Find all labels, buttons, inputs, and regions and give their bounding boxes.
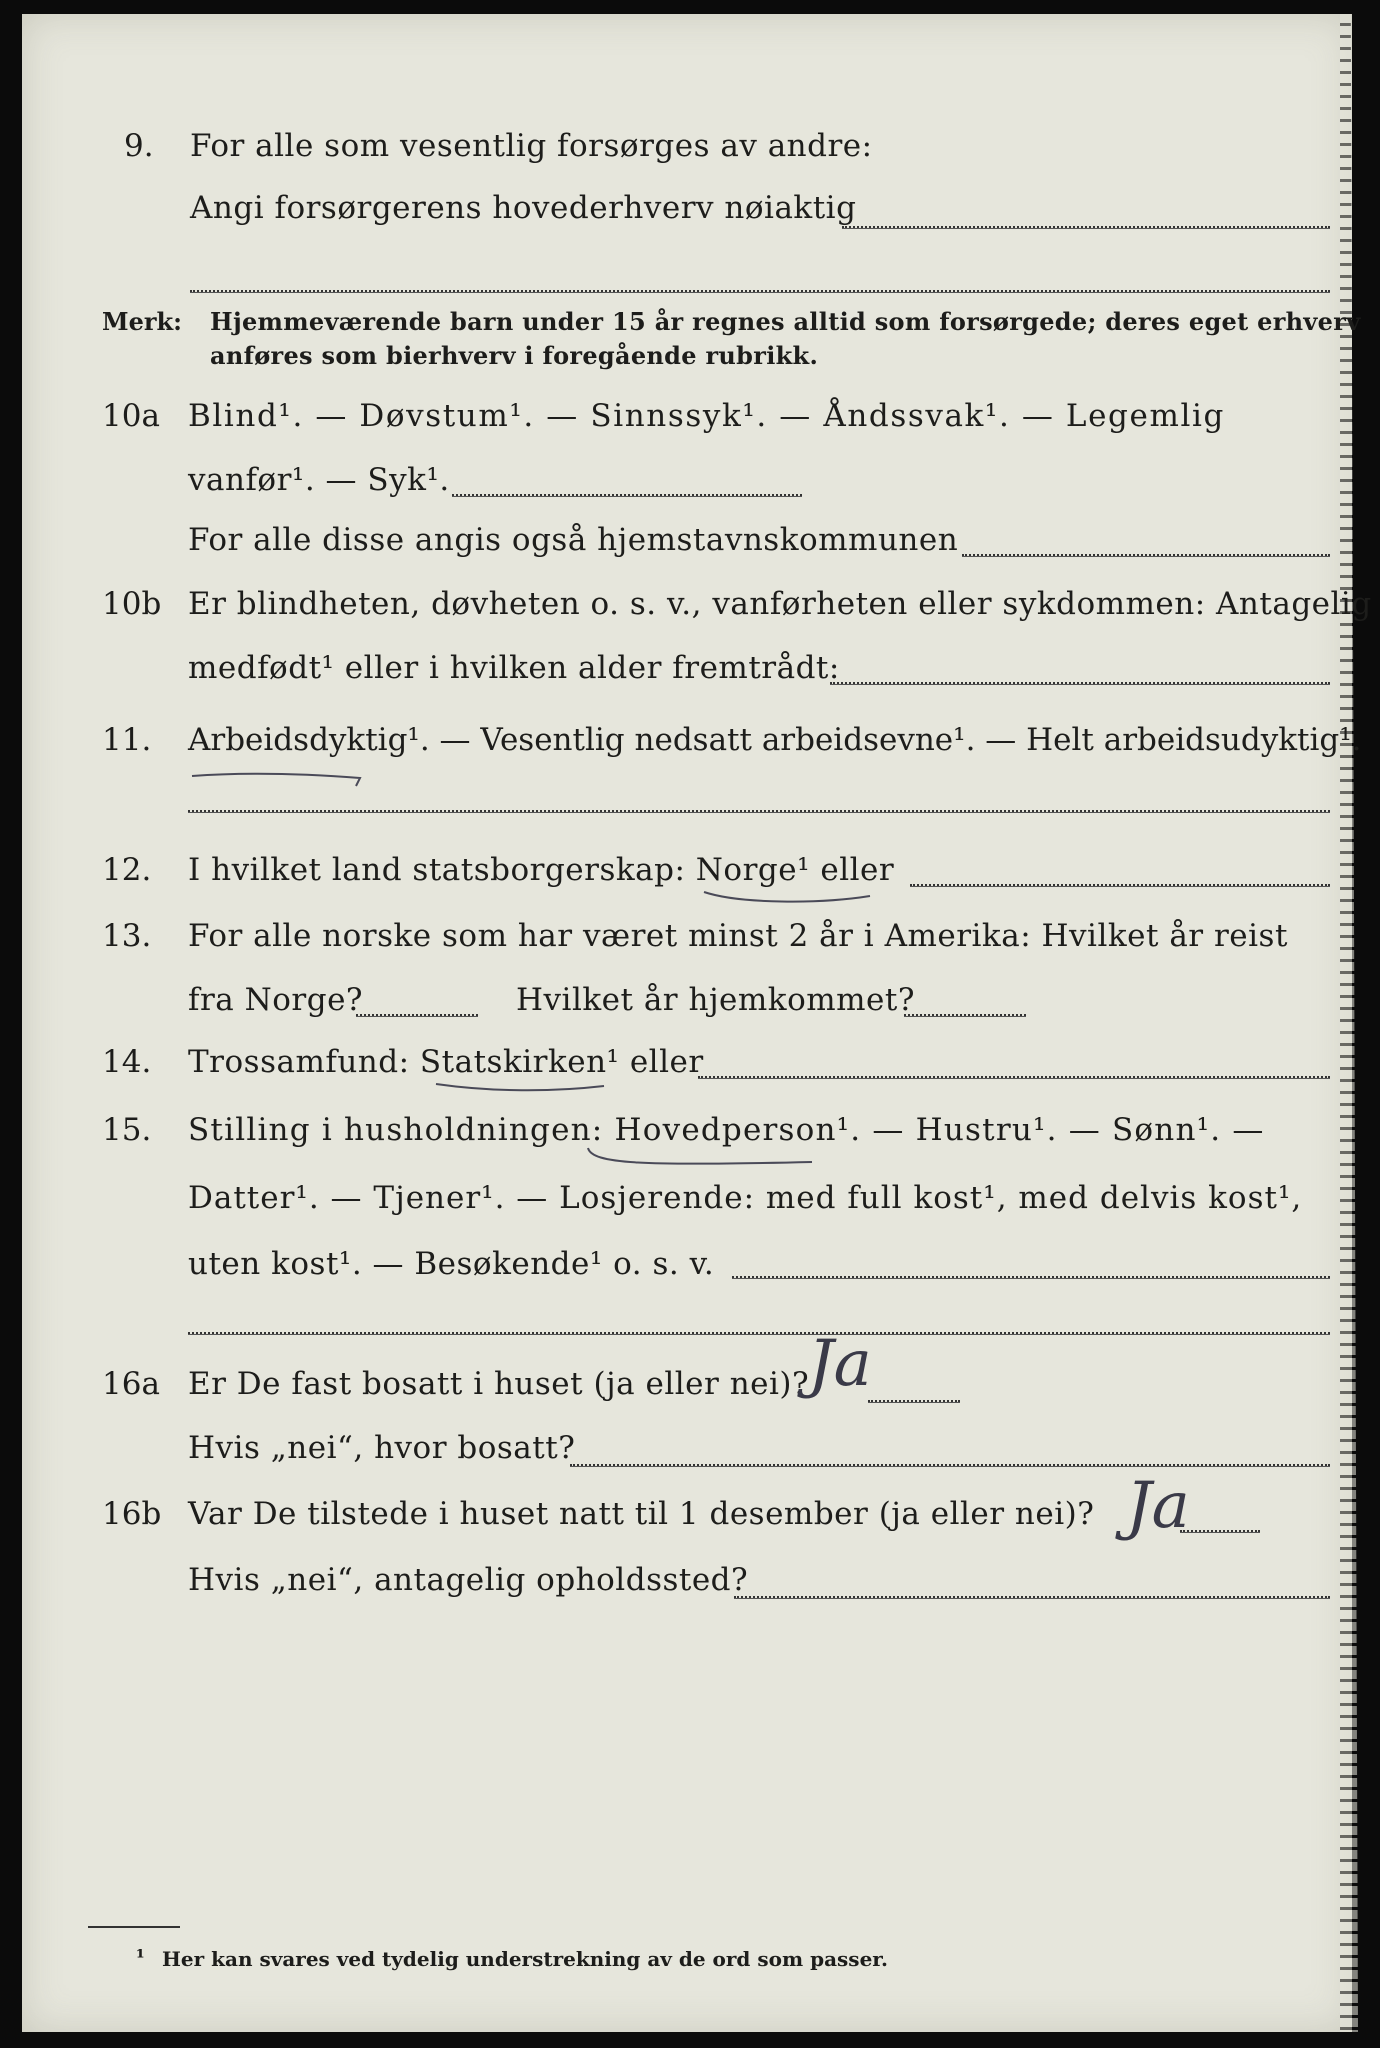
q10b-answer-line	[830, 682, 1330, 684]
q13-number: 13.	[102, 918, 152, 954]
q9-answer-line	[842, 226, 1330, 228]
q16b-number: 16b	[102, 1496, 162, 1532]
q15-answer-line	[732, 1276, 1330, 1278]
q16a-number: 16a	[102, 1366, 160, 1402]
q9-number: 9.	[124, 128, 154, 164]
q12-answer-line	[910, 884, 1330, 886]
q12-line1: I hvilket land statsborgerskap: Norge¹ eller	[188, 852, 895, 888]
q16a-answer-line	[868, 1400, 960, 1402]
q15-answer-line2	[188, 1332, 1330, 1334]
q15-handwritten-underline	[582, 1140, 822, 1174]
merk-line2: anføres som bierhverv i foregående rubrikk.	[210, 341, 819, 370]
q13-reist-line	[356, 1014, 478, 1016]
footnote-text: Her kan svares ved tydelig understrekning av de ord som passer.	[162, 1947, 888, 1971]
q12-handwritten-underline	[700, 882, 880, 912]
q13-line2b: Hvilket år hjemkommet?	[516, 982, 915, 1018]
q16b-line1: Var De tilstede i huset natt til 1 desember (ja eller nei)?	[188, 1496, 1095, 1532]
q16a-line1: Er De fast bosatt i huset (ja eller nei)?	[188, 1366, 810, 1402]
q14-number: 14.	[102, 1044, 152, 1080]
q11-number: 11.	[102, 722, 152, 758]
q10b-line2: medfødt¹ eller i hvilken alder fremtrådt:	[188, 650, 840, 686]
q10a-answer-line	[452, 494, 802, 496]
q9-answer-line2	[190, 290, 1330, 292]
q11-handwritten-underline	[188, 760, 368, 790]
q15-line3: uten kost¹. — Besøkende¹ o. s. v.	[188, 1246, 715, 1282]
q13-hjemkommet-line	[904, 1014, 1026, 1016]
q15-line2: Datter¹. — Tjener¹. — Losjerende: med full kost¹, med delvis kost¹,	[188, 1180, 1303, 1216]
q10a-line3: For alle disse angis også hjemstavnskommunen	[188, 522, 959, 558]
q12-number: 12.	[102, 852, 152, 888]
census-form-page	[22, 14, 1372, 2032]
q11-answer-line	[188, 810, 1330, 812]
q16a-line2: Hvis „nei“, hvor bosatt?	[188, 1430, 576, 1466]
q9-line1: For alle som vesentlig forsørges av andre:	[190, 128, 873, 164]
q14-handwritten-underline	[432, 1072, 612, 1102]
q14-answer-line	[698, 1076, 1330, 1078]
q13-line1: For alle norske som har været minst 2 år i Amerika: Hvilket år reist	[188, 918, 1288, 954]
q10b-line1: Er blindheten, døvheten o. s. v., vanførheten eller sykdommen: Antagelig	[188, 586, 1372, 622]
q11-line1: Arbeidsdyktig¹. — Vesentlig nedsatt arbeidsevne¹. — Helt arbeidsudyktig¹.	[188, 722, 1362, 758]
merk-line1: Hjemmeværende barn under 15 år regnes alltid som forsørgede; deres eget erhverv	[210, 307, 1361, 336]
q15-number: 15.	[102, 1112, 152, 1148]
q10a-line1: Blind¹. — Døvstum¹. — Sinnssyk¹. — Åndssvak¹. — Legemlig	[188, 398, 1225, 434]
q16a-handwritten-answer: Ja	[808, 1327, 872, 1401]
q10a-line2: vanfør¹. — Syk¹.	[188, 462, 450, 498]
q10a-number: 10a	[102, 398, 160, 434]
q14-line1: Trossamfund: Statskirken¹ eller	[188, 1044, 704, 1080]
footnote-mark: ¹	[136, 1945, 145, 1969]
q10b-number: 10b	[102, 586, 162, 622]
q9-line2: Angi forsørgerens hovederhverv nøiaktig	[190, 190, 857, 226]
q10a-hjemstavn-line	[962, 554, 1330, 556]
q15-line1: Stilling i husholdningen: Hovedperson¹. — Hustru¹. — Sønn¹. —	[188, 1112, 1265, 1148]
footnote-rule	[88, 1926, 180, 1928]
q13-line2a: fra Norge?	[188, 982, 364, 1018]
q16b-handwritten-answer: Ja	[1126, 1469, 1190, 1543]
q16b-opholdssted-line	[734, 1596, 1330, 1598]
q16a-bosatt-line	[570, 1464, 1330, 1466]
q16b-line2: Hvis „nei“, antagelig opholdssted?	[188, 1562, 749, 1598]
merk-label: Merk:	[102, 307, 182, 336]
q16b-answer-line	[1180, 1530, 1260, 1532]
